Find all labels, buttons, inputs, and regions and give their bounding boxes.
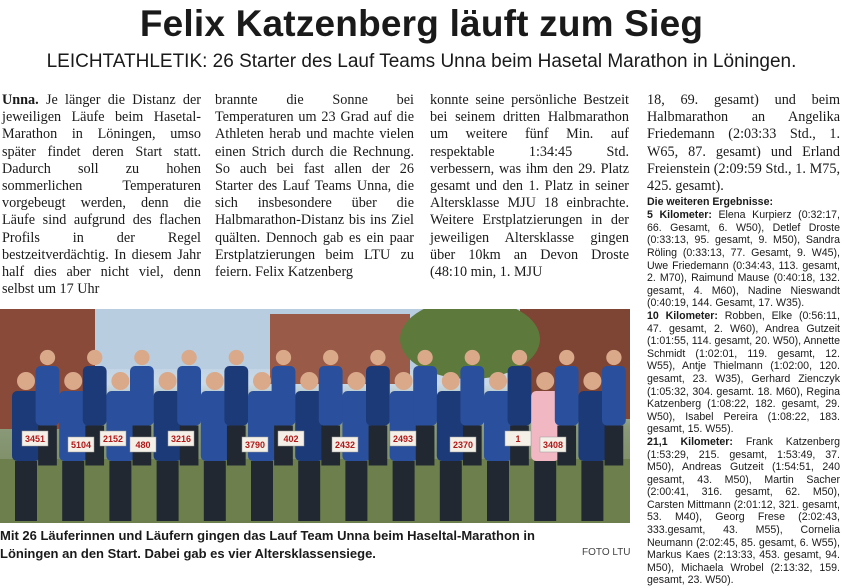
runner-shirt: [460, 366, 484, 426]
runner-head: [559, 350, 574, 365]
article-column-1: [2, 92, 201, 298]
runner-head: [40, 350, 55, 365]
article-column-2: brannte die Sonne bei Temperaturen um 23 Grad auf die Athleten herab und machte vielen einen Strich durch die Rechnung. So auch bei fast allen der 26 Starter des Lauf Teams Unna, die sich insbesondere über die Halbmarathon-Distanz bis ins Ziel quälten. Dennoch gab es ein paar Erstplatzierungen beim LTU zu feiern. Felix Katzenberg: [215, 92, 414, 281]
runner-shirt: [508, 366, 532, 426]
results-10km-text: Robben, Elke (0:56:11, 47. gesamt, 2. W60), Andrea Gutzeit (1:01:55, 114. gesamt, 20. W50), Annette Schmidt (1:02:01, 119. gesamt, 12. W55), Antje Thielmann (1:02:00, 120. gesamt, 23. W35), Gerhard Zienczyk (1:05:32, 304. gesamt. 18. M60), Regina Katzenberg (1:08:22, 182. gesamt, 29. W50), Isabel Pereira (1:08:22, 183. gesamt, 15. W55).: [647, 309, 840, 436]
runner-shirt: [36, 366, 60, 426]
runner: [413, 350, 437, 466]
runner-head: [442, 372, 460, 390]
runner-head: [300, 372, 318, 390]
runner-head: [253, 372, 271, 390]
runner-head: [276, 350, 291, 365]
article-text-1: Je länger die Distanz der jeweiligen Läufe beim Hasetal-Marathon in Löningen, umso später findet deren Start statt. Dadurch soll zu hohen sommerlichen Temperaturen vorgebeugt werden, denn die Läufe sind aufgrund des flachen Profils in der Regel bestzeitverdächtig. In diesem Jahr half dies aber nicht viel, denn selbst um 17 Uhr: [2, 92, 202, 298]
runner-head: [370, 350, 385, 365]
runner-shorts: [157, 461, 179, 521]
runner-head: [323, 350, 338, 365]
runner-shorts: [62, 461, 84, 521]
runner-shorts: [393, 461, 415, 521]
runner: [36, 350, 60, 466]
bib-number-text: 5104: [70, 440, 92, 450]
team-photo-illustration: [0, 309, 630, 523]
results-10km: [647, 310, 840, 436]
runner-shorts: [487, 461, 509, 521]
runner: [177, 350, 201, 466]
runner-shirt: [319, 366, 343, 426]
runner-head: [159, 372, 177, 390]
dateline: Unna.: [2, 92, 39, 108]
runner-head: [111, 372, 129, 390]
runner-head: [536, 372, 554, 390]
article-column-4: [647, 92, 840, 587]
runner-head: [583, 372, 601, 390]
bib-number-text: 3790: [244, 440, 266, 450]
runner-head: [206, 372, 224, 390]
runner-shorts: [204, 461, 226, 521]
runner-head: [64, 372, 82, 390]
bib-number-text: 2432: [334, 440, 356, 450]
bib-number-text: 3451: [24, 434, 46, 444]
results-5km-text: Elena Kurpierz (0:32:17, 66. Gesamt, 6. W50), Detlef Droste (0:33:13, 95. gesamt, 9. M50), Sandra Röling (0:33:13, 77. Gesamt, 9. W45), Uwe Friedemann (0:34:43, 113. gesamt, 2. M70), Raimund Mause (0:40:18, 132. gesamt, 4. M60), Nadine Nieswandt (0:40:19, 144. Gesamt, 17. W35).: [647, 209, 840, 310]
runner-shirt: [177, 366, 201, 426]
runner: [508, 350, 532, 466]
runner-shorts: [534, 461, 556, 521]
runner: [602, 350, 626, 466]
runner-shorts: [298, 461, 320, 521]
runner-shorts: [109, 461, 131, 521]
subheadline: LEICHTATHLETIK: 26 Starter des Lauf Teams Unna beim Hasetal Marathon in Löningen.: [46, 51, 797, 72]
runner-shorts: [605, 426, 624, 466]
bib-number-text: 480: [135, 440, 151, 450]
runner-shirt: [224, 366, 248, 426]
runner-shorts: [251, 461, 273, 521]
bib-number-text: 2370: [452, 440, 474, 450]
runner-head: [229, 350, 244, 365]
runner-head: [512, 350, 527, 365]
runner-shorts: [440, 461, 462, 521]
results-21km-text: Frank Katzenberg (1:53:29, 215. gesamt, 1:53:49, 37. M50), Andreas Gutzeit (1:54:51, 240 gesamt, 43. M50), Martin Sacher (2:00:41, 316. gesamt, 62. M50), Carsten Mittmann (2:01:12, 321. gesamt, 53. M40), Georg Frese (2:02:43, 333.gesamt, 43. M55), Cornelia Neumann (2:02:45, 85. gesamt, 6. W55), Markus Kaes (2:13:33, 453. gesamt, 94. M50), Michaela Wrobel (2:13:32, 159. gesamt, 23. W50).: [647, 435, 840, 587]
runner-shirt: [272, 366, 296, 426]
photo-credit: FOTO LTU: [582, 547, 631, 558]
team-photo: [0, 309, 630, 523]
article-text-4: 18, 69. gesamt) und beim Halbmarathon an Angelika Friedemann (2:03:33 Std., 1. W65, 87. gesamt) und Erland Freienstein (2:09:59 Std., 1. M75, 425. gesamt).: [647, 92, 840, 195]
runner-shirt: [555, 366, 579, 426]
bib-number-text: 402: [283, 434, 299, 444]
results-heading: Die weiteren Ergebnisse:: [647, 196, 773, 209]
bib-number-text: 3408: [542, 440, 564, 450]
headline: Felix Katzenberg läuft zum Sieg: [139, 3, 704, 44]
runner-head: [17, 372, 35, 390]
results-5km: [647, 209, 840, 310]
runner-head: [181, 350, 196, 365]
runner-shirt: [83, 366, 107, 426]
runner-head: [395, 372, 413, 390]
runner-shirt: [130, 366, 154, 426]
runner-shirt: [413, 366, 437, 426]
photo-caption: Mit 26 Läuferinnen und Läufern gingen das Lauf Team Unna beim Haseltal-Marathon in Löningen an den Start. Dabei gab es vier Altersklassensiege.: [0, 528, 535, 561]
runner-head: [134, 350, 149, 365]
results-21km-label: 21,1 Kilometer:: [647, 435, 733, 448]
runner-shorts: [15, 461, 37, 521]
bib-number-text: 2152: [102, 434, 124, 444]
runner-head: [87, 350, 102, 365]
runner-head: [347, 372, 365, 390]
runner-shorts: [581, 461, 603, 521]
runner-shirt: [366, 366, 390, 426]
runner-shirt: [602, 366, 626, 426]
article-column-3: konnte seine persönliche Bestzeit bei seinem dritten Halbmarathon um weitere fünf Min. auf respektable 1:34:45 Std. verbessern, was ihm den 29. Platz gesamt und den 1. Platz in seiner Altersklasse MJU 18 einbrachte. Weitere Erstplatzierungen in der jeweiligen Altersklasse gingen über 10km an Devon Droste (48:10 min, 1. MJU: [430, 92, 629, 281]
runner-shorts: [416, 426, 435, 466]
runner-head: [489, 372, 507, 390]
runner-shorts: [345, 461, 367, 521]
runner: [272, 350, 299, 466]
runner-head: [417, 350, 432, 365]
bib-number-text: 3216: [170, 434, 192, 444]
bib-number-text: 1: [515, 434, 521, 444]
results-21km: [647, 436, 840, 587]
runner-shorts: [369, 426, 388, 466]
results-10km-label: 10 Kilometer:: [647, 309, 718, 322]
runner: [366, 350, 390, 466]
results-5km-label: 5 Kilometer:: [647, 209, 712, 222]
bib-number-text: 2493: [392, 434, 414, 444]
runner-head: [606, 350, 621, 365]
runner-head: [465, 350, 480, 365]
